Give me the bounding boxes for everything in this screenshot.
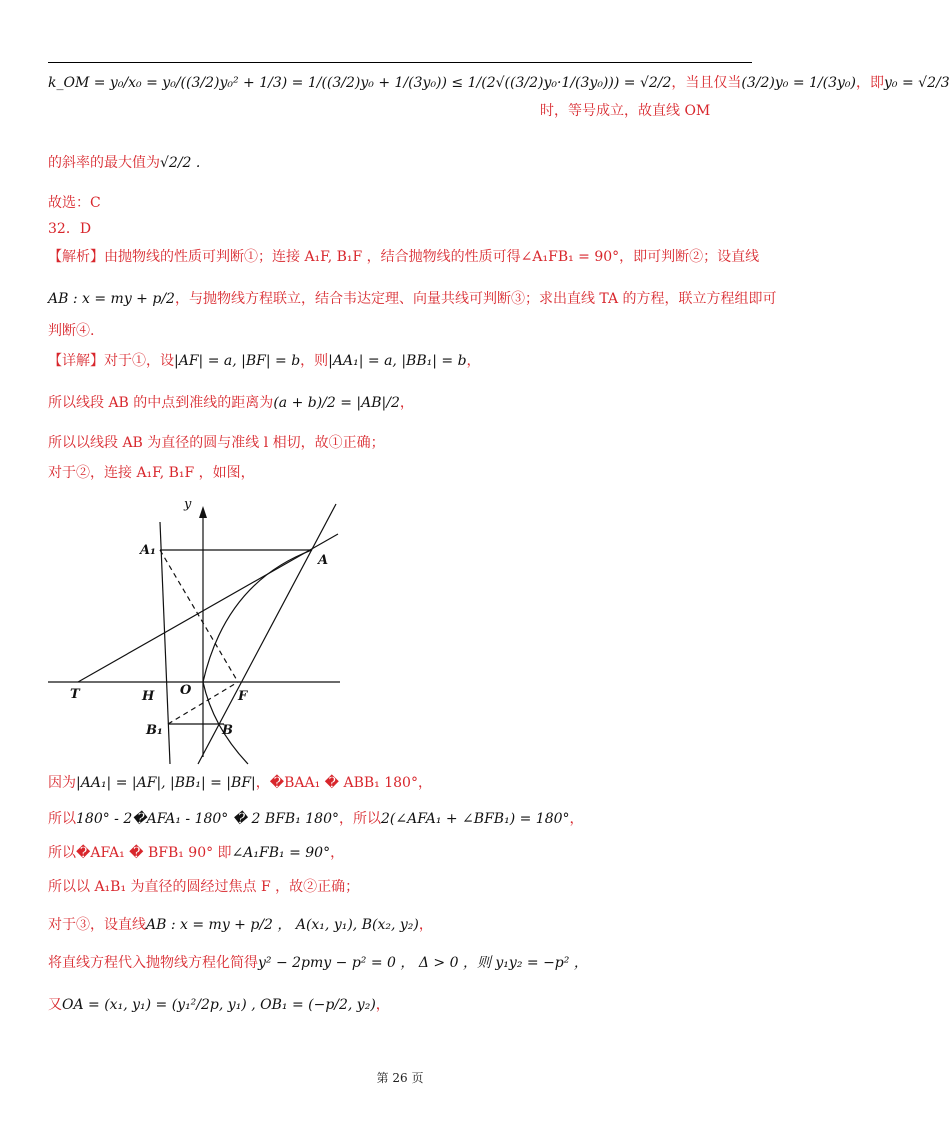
question-number: 32．D (48, 221, 92, 237)
text-segment: 所以线段 AB 的中点到准线的距离为 (48, 395, 274, 411)
parabola-figure (48, 492, 348, 764)
text-segment: 将直线方程代入抛物线方程化简得 (48, 955, 258, 971)
detail-line-5 (48, 772, 432, 794)
y-axis-arrow (199, 506, 207, 518)
analysis-line-3: 判断④. (48, 323, 95, 339)
text-segment: ， (375, 997, 390, 1013)
text-segment: 所以 (48, 811, 76, 827)
analysis-line-2 (48, 288, 777, 310)
detail-line-4: 对于②，连接 A₁F, B₁F ，如图， (48, 465, 255, 481)
detail-label: 【详解】 (48, 353, 104, 369)
text-segment: ，所以 (339, 811, 381, 827)
page-number: 第 26 页 (376, 1071, 424, 1085)
text-segment: ，�BAA₁ � ABB₁ 180°， (255, 775, 432, 791)
math-segment: 180° - 2�AFA₁ - 180° � 2 BFB₁ 180° (76, 811, 339, 827)
solution-line-1b: 时，等号成立，故直线 OM (540, 103, 711, 119)
point-b-label: B (222, 723, 233, 738)
math-segment: (a + b)/2 = |AB|/2 (273, 395, 400, 411)
math-segment: |AF| = a, |BF| = b (174, 353, 301, 369)
text-segment: ，即 (856, 75, 884, 91)
text-segment: ，当且仅当 (671, 75, 742, 91)
parabola-curve (203, 550, 312, 764)
analysis-label: 【解析】 (48, 249, 104, 265)
math-segment: OA = (x₁, y₁) = (y₁²/2p, y₁) , OB₁ = (−p/2, y₂) (62, 997, 376, 1013)
detail-line-10 (48, 952, 588, 974)
slope-inequality: k_OM = y₀/x₀ = y₀/((3/2)y₀² + 1/3) = 1/((3/2)y₀ + 1/(3y₀)) ≤ 1/(2√((3/2)y₀·1/(3y₀))) = √2/2 (48, 75, 672, 91)
text-segment: ， (466, 353, 481, 369)
text-segment: 对于①，设 (104, 353, 174, 369)
point-f-label: F (238, 689, 248, 704)
math-segment: |AA₁| = a, |BB₁| = b (328, 353, 467, 369)
text-segment: ， (418, 917, 433, 933)
math-segment: y² − 2pmy − p² = 0 ， Δ > 0 ，则 y₁y₂ = −p² ， (258, 955, 588, 971)
point-o-label: O (180, 683, 192, 698)
point-h-label: H (142, 689, 155, 704)
solution-line-1 (48, 72, 950, 94)
text-segment: ， (399, 395, 414, 411)
header-rule (48, 62, 752, 63)
text-segment: 又 (48, 997, 62, 1013)
detail-line (48, 350, 481, 372)
detail-line-11 (48, 994, 390, 1016)
text-segment: 对于③，设直线 (48, 917, 146, 933)
text-segment: 所以�AFA₁ � BFB₁ 90° 即 (48, 845, 232, 861)
math-segment: y₀ = √2/3 (884, 75, 950, 91)
detail-line-3: 所以以线段 AB 为直径的圆与准线 l 相切，故①正确； (48, 435, 385, 451)
math-segment: √2/2 . (160, 155, 201, 171)
math-segment: AB : x = my + p/2 (48, 291, 175, 307)
text-segment: 的斜率的最大值为 (48, 155, 160, 171)
math-segment: |AA₁| = |AF|, |BB₁| = |BF| (76, 775, 256, 791)
text-segment: 由抛物线的性质可判断①；连接 A₁F, B₁F ，结合抛物线的性质可得∠A₁FB₁ = 90°，即可判断②；设直线 (104, 249, 760, 265)
text-segment: ，则 (300, 353, 329, 369)
math-segment: AB : x = my + p/2 ， A(x₁, y₁), B(x₂, y₂) (146, 917, 419, 933)
point-a1-label: A₁ (140, 543, 156, 558)
text-segment: ， (569, 811, 584, 827)
detail-line-9 (48, 914, 433, 936)
text-segment: ，与抛物线方程联立，结合韦达定理、向量共线可判断③；求出直线 TA 的方程，联立方程组即可 (174, 291, 777, 307)
tangent-line-ta (78, 534, 338, 682)
math-segment: ∠A₁FB₁ = 90° (231, 845, 331, 861)
answer-line: 故选：C (48, 195, 101, 211)
line-ab (198, 504, 336, 764)
solution-line-2 (48, 152, 200, 174)
detail-line-7 (48, 842, 344, 864)
point-a-label: A (318, 553, 329, 568)
point-t-label: T (70, 687, 80, 702)
y-axis-label: y (184, 497, 192, 512)
detail-line-8: 所以以 A₁B₁ 为直径的圆经过焦点 F ，故②正确； (48, 879, 360, 895)
math-segment: 2(∠AFA₁ + ∠BFB₁) = 180° (381, 811, 570, 827)
analysis-line (48, 246, 759, 268)
math-segment: (3/2)y₀ = 1/(3y₀) (741, 75, 856, 91)
detail-line-2 (48, 392, 414, 414)
text-segment: 因为 (48, 775, 76, 791)
point-b1-label: B₁ (146, 723, 163, 738)
dashed-a1f (160, 550, 238, 682)
detail-line-6 (48, 808, 584, 830)
text-segment: ， (330, 845, 345, 861)
